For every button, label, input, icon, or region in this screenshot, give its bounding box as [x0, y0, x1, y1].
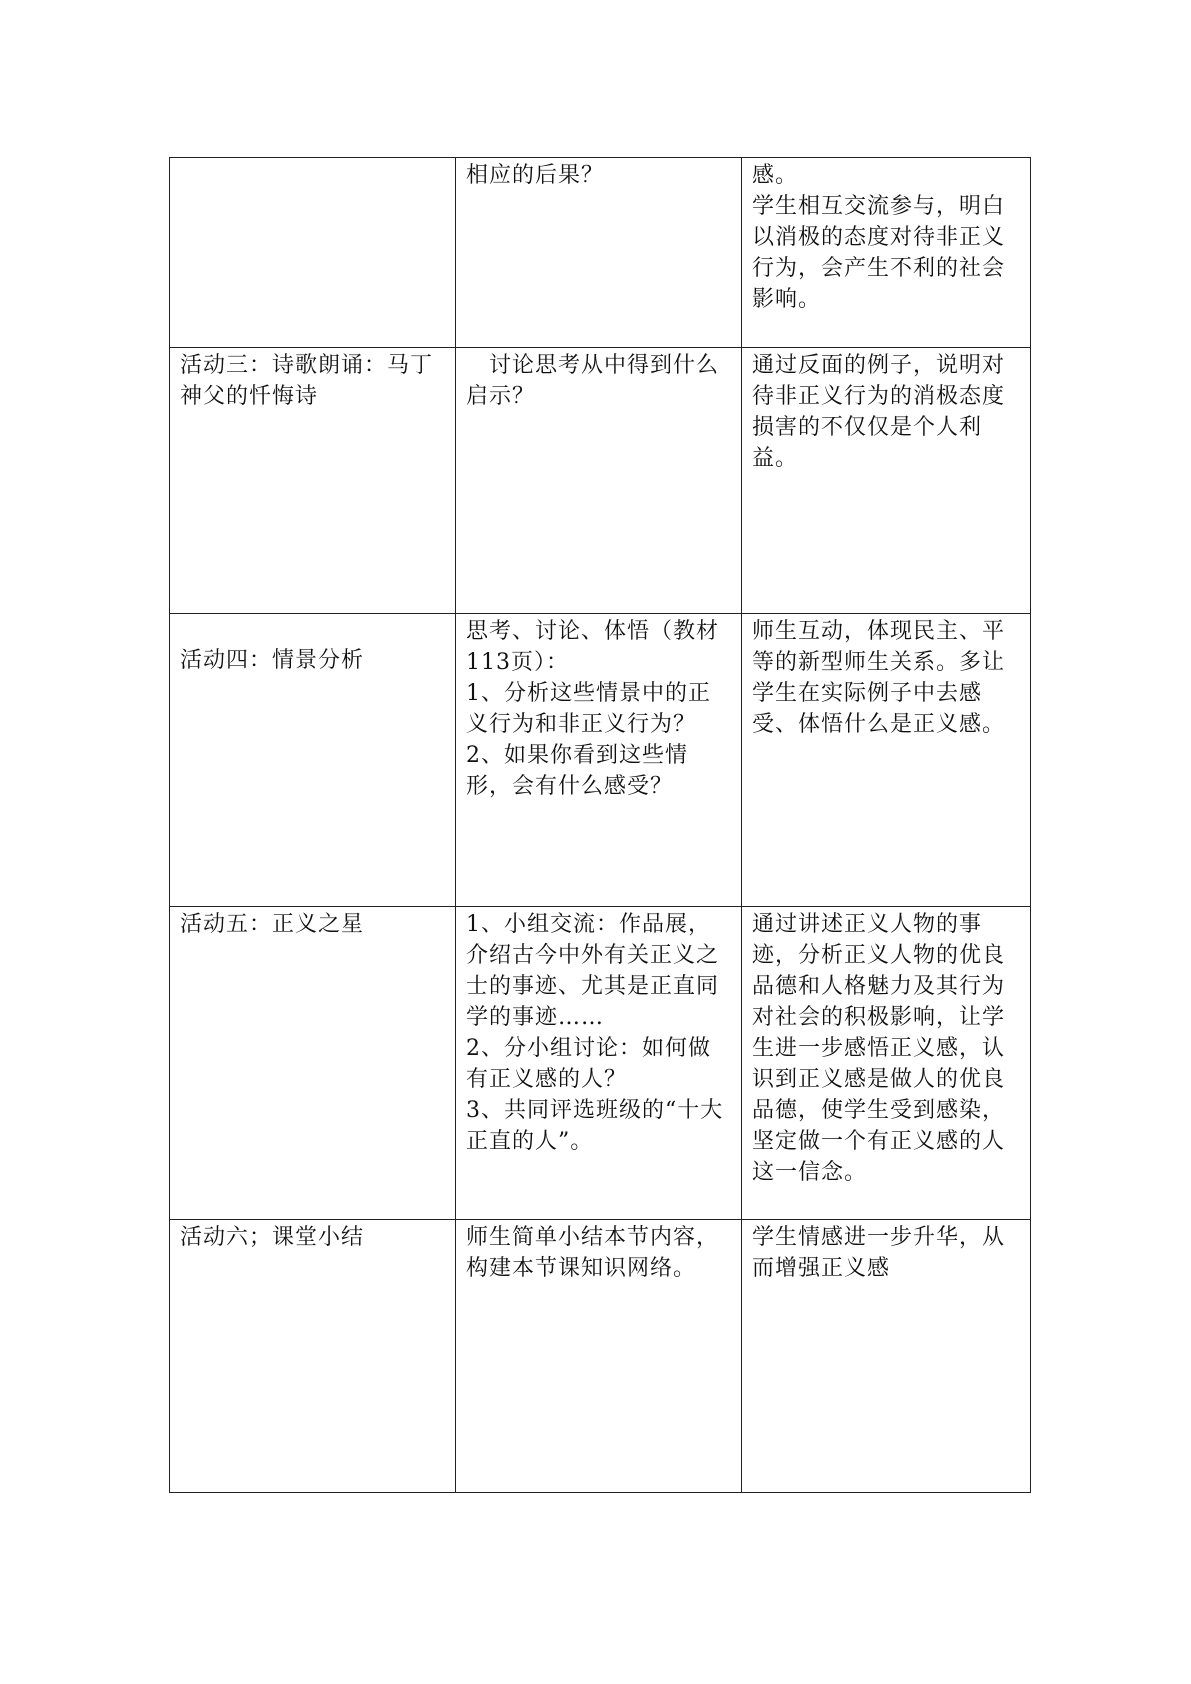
- activity-cell: 活动六；课堂小结: [170, 1220, 456, 1493]
- task-cell: [456, 907, 742, 1220]
- activity-cell: 活动三：诗歌朗诵：马丁神父的忏悔诗: [170, 348, 456, 614]
- task-cell: [456, 348, 742, 614]
- table-row: [170, 907, 1031, 1220]
- task-line: 3、共同评选班级的“十大正直的人”。: [466, 1098, 724, 1154]
- task-cell: [456, 614, 742, 907]
- task-line: 师生简单小结本节内容，构建本节课知识网络。: [466, 1225, 720, 1281]
- task-line: 2、分小组讨论：如何做有正义感的人？: [466, 1036, 711, 1092]
- task-line: 2、如果你看到这些情形，会有什么感受？: [466, 743, 688, 799]
- task-line: 1、分析这些情景中的正义行为和非正义行为？: [466, 681, 711, 737]
- purpose-line: 学生情感进一步升华，从而增强正义感: [752, 1225, 1006, 1281]
- task-cell: [456, 1220, 742, 1493]
- task-line: 相应的后果？: [466, 163, 605, 188]
- table-row: [170, 1220, 1031, 1493]
- table-row: [170, 614, 1031, 907]
- task-line: 1、小组交流：作品展，介绍古今中外有关正义之士的事迹、尤其是正直同学的事迹……: [466, 912, 720, 1030]
- table-row: [170, 348, 1031, 614]
- purpose-cell: [742, 614, 1031, 907]
- purpose-cell: [742, 1220, 1031, 1493]
- activity-cell: 活动五：正义之星: [170, 907, 456, 1220]
- table-row: [170, 158, 1031, 348]
- task-cell: [456, 158, 742, 348]
- purpose-line: 师生互动，体现民主、平等的新型师生关系。多让学生在实际例子中去感受、体悟什么是正义感。: [752, 619, 1006, 737]
- task-line: 思考、讨论、体悟（教材113页）：: [466, 619, 720, 675]
- activity-cell: [170, 158, 456, 348]
- lesson-plan-table: [169, 157, 1031, 1493]
- purpose-line: 感。: [752, 163, 799, 188]
- purpose-cell: [742, 907, 1031, 1220]
- purpose-cell: [742, 158, 1031, 348]
- purpose-line: 通过反面的例子，说明对待非正义行为的消极态度损害的不仅仅是个人利益。: [752, 353, 1006, 471]
- purpose-line: 通过讲述正义人物的事迹，分析正义人物的优良品德和人格魅力及其行为对社会的积极影响，让学生进一步感悟正义感，认识到正义感是做人的优良品德，使学生受到感染，坚定做一个有正义感的人这一信念。: [752, 912, 1006, 1185]
- activity-cell: 活动四：情景分析: [170, 614, 456, 907]
- purpose-cell: [742, 348, 1031, 614]
- purpose-line: 学生相互交流参与，明白以消极的态度对待非正义行为，会产生不利的社会影响。: [752, 194, 1006, 312]
- task-line: 讨论思考从中得到什么启示？: [466, 353, 720, 409]
